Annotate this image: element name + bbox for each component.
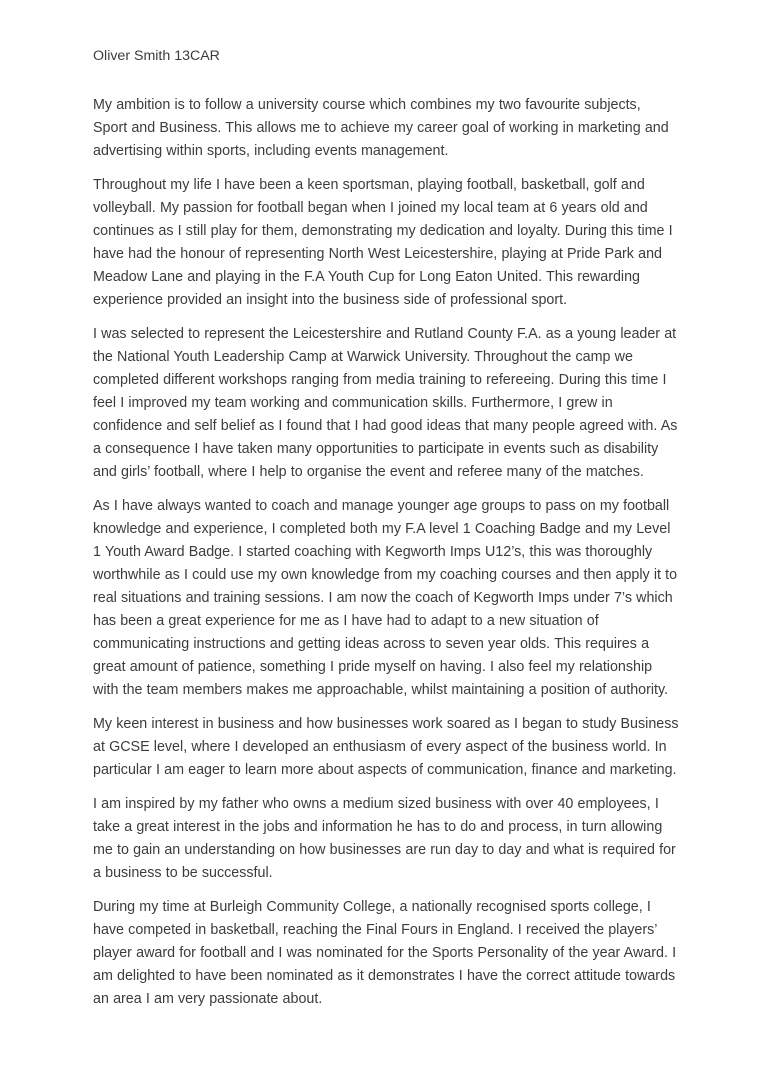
paragraph-business-interest: My keen interest in business and how businesses work soared as I began to study Business at GCSE level, where I developed an enthusiasm of every aspect of the business world. In particular I am eager to learn more about aspects of communication, finance and marketing. — [93, 716, 679, 778]
paragraph-coaching: As I have always wanted to coach and manage younger age groups to pass on my football knowledge and experience, I completed both my F.A level 1 Coaching Badge and my Level 1 Youth Award Badge. I started coaching with Kegworth Imps U12’s, this was thoroughly worthwhile as I could use my own knowledge from my coaching courses and then apply it to real situations and training sessions. I am now the coach of Kegworth Imps under 7’s which has been a great experience for me as I have had to adapt to a new situation of communicating instructions and getting ideas across to seven year olds. This requires a great amount of patience, something I pride myself on having. I also feel my relationship with the team members makes me approachable, whilst maintaining a position of authority. — [93, 498, 678, 698]
paragraph-father-business: I am inspired by my father who owns a medium sized business with over 40 employees, I take a great interest in the jobs and information he has to do and process, in turn allowing me to gain an understanding on how businesses are run day to day and what is required for a business to be successful. — [93, 796, 676, 881]
paragraph-young-leader: I was selected to represent the Leicestershire and Rutland County F.A. as a young leader at the National Youth Leadership Camp at Warwick University. Throughout the camp we completed different workshops ranging from media training to refereeing. During this time I feel I improved my team working and communication skills. Furthermore, I grew in confidence and self belief as I found that I had good ideas that many people agreed with. As a consequence I have taken many opportunities to participate in events such as disability and girls’ football, where I help to organise the event and referee many of the matches. — [93, 326, 678, 480]
document-body — [93, 94, 679, 1011]
paragraph-ambition: My ambition is to follow a university course which combines my two favourite subjects, Sport and Business. This allows me to achieve my career goal of working in marketing and advertising within sports, including events management. — [93, 97, 669, 159]
paragraph-sportsman: Throughout my life I have been a keen sportsman, playing football, basketball, golf and volleyball. My passion for football began when I joined my local team at 6 years old and continues as I still play for them, demonstrating my dedication and loyalty. During this time I have had the honour of representing North West Leicestershire, playing at Pride Park and Meadow Lane and playing in the F.A Youth Cup for Long Eaton United. This rewarding experience provided an insight into the business side of professional sport. — [93, 177, 673, 308]
paragraph-college-achievements: During my time at Burleigh Community College, a nationally recognised sports college, I have competed in basketball, reaching the Final Fours in England. I received the players’ player award for football and I was nominated for the Sports Personality of the year Award. I am delighted to have been nominated as it demonstrates I have the correct attitude towards an area I am very passionate about. — [93, 899, 677, 1007]
document-author-header: Oliver Smith 13CAR — [93, 48, 220, 64]
